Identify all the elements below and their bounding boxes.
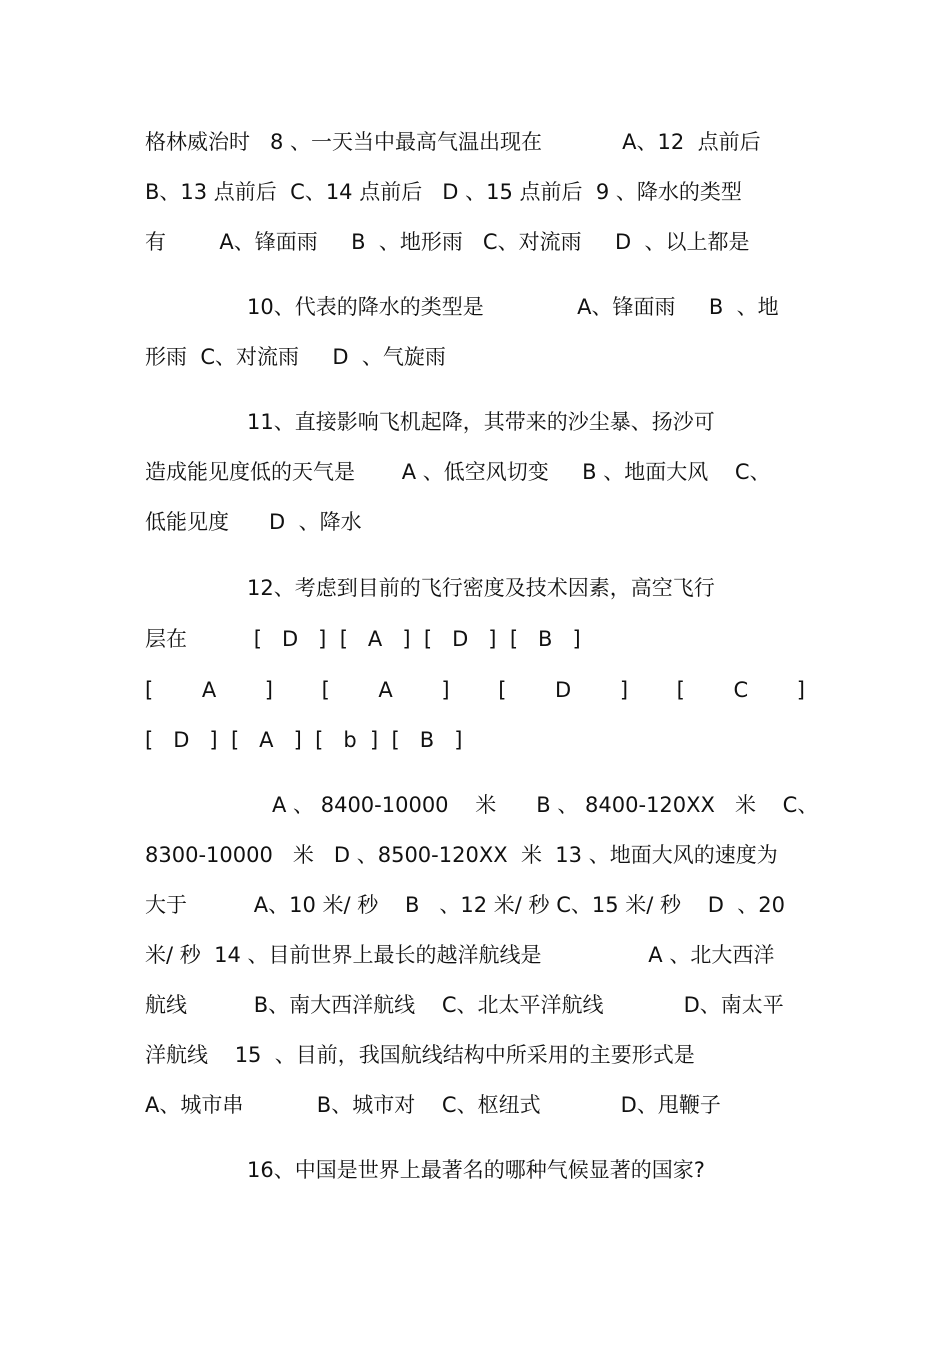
answer-bracket: [: [145, 678, 154, 702]
text-line: 形雨 C、对流雨 D 、气旋雨: [145, 345, 446, 369]
answer-bracket: [: [676, 678, 685, 702]
answer-letter: C: [733, 678, 749, 702]
text-line: 格林威治时 8 、一天当中最高气温出现在 A、12 点前后: [145, 130, 761, 154]
answer-letter: A: [201, 678, 217, 702]
text-line: 米/ 秒 14 、目前世界上最长的越洋航线是 A 、北大西洋: [145, 943, 775, 967]
text-line: B、13 点前后 C、14 点前后 D 、15 点前后 9 、降水的类型: [145, 180, 742, 204]
answer-bracket: ]: [796, 678, 805, 702]
text-line: 11、直接影响飞机起降，其带来的沙尘暴、扬沙可: [247, 410, 715, 434]
text-line: 大于 A、10 米/ 秒 B 、12 米/ 秒 C、15 米/ 秒 D 、20: [145, 893, 785, 917]
answer-letter: A: [378, 678, 393, 702]
answer-letter: D: [555, 678, 572, 702]
answer-bracket: [: [498, 678, 507, 702]
text-line: 8300-10000 米 D 、8500-120XX 米 13 、地面大风的速度为: [145, 843, 778, 867]
answer-bracket: [: [321, 678, 330, 702]
text-line: 12、考虑到目前的飞行密度及技术因素，高空飞行: [247, 576, 715, 600]
text-line: 造成能见度低的天气是 A 、低空风切变 B 、地面大风 C、: [145, 460, 771, 484]
text-line: 洋航线 15 、目前，我国航线结构中所采用的主要形式是: [145, 1043, 695, 1067]
text-line: 低能见度 D 、降水: [145, 510, 362, 534]
text-line: A 、 8400-10000 米 B 、 8400-120XX 米 C、: [272, 793, 819, 817]
text-line: 航线 B、南大西洋航线 C、北太平洋航线 D、南太平: [145, 993, 784, 1017]
text-line: 10、代表的降水的类型是 A、锋面雨 B 、地: [247, 295, 779, 319]
text-line: 16、中国是世界上最著名的哪种气候显著的国家?: [247, 1158, 705, 1182]
answer-key-line: [145, 675, 805, 705]
text-line: 层在 [ D ] [ A ] [ D ] [ B ]: [145, 627, 581, 651]
answer-bracket: ]: [264, 678, 273, 702]
answer-bracket: ]: [619, 678, 629, 702]
text-line: [ D ] [ A ] [ b ] [ B ]: [145, 728, 463, 752]
text-line: A、城市串 B、城市对 C、枢纽式 D、甩鞭子: [145, 1093, 721, 1117]
answer-bracket: ]: [441, 678, 450, 702]
text-line: 有 A、锋面雨 B 、地形雨 C、对流雨 D 、以上都是: [145, 230, 750, 254]
